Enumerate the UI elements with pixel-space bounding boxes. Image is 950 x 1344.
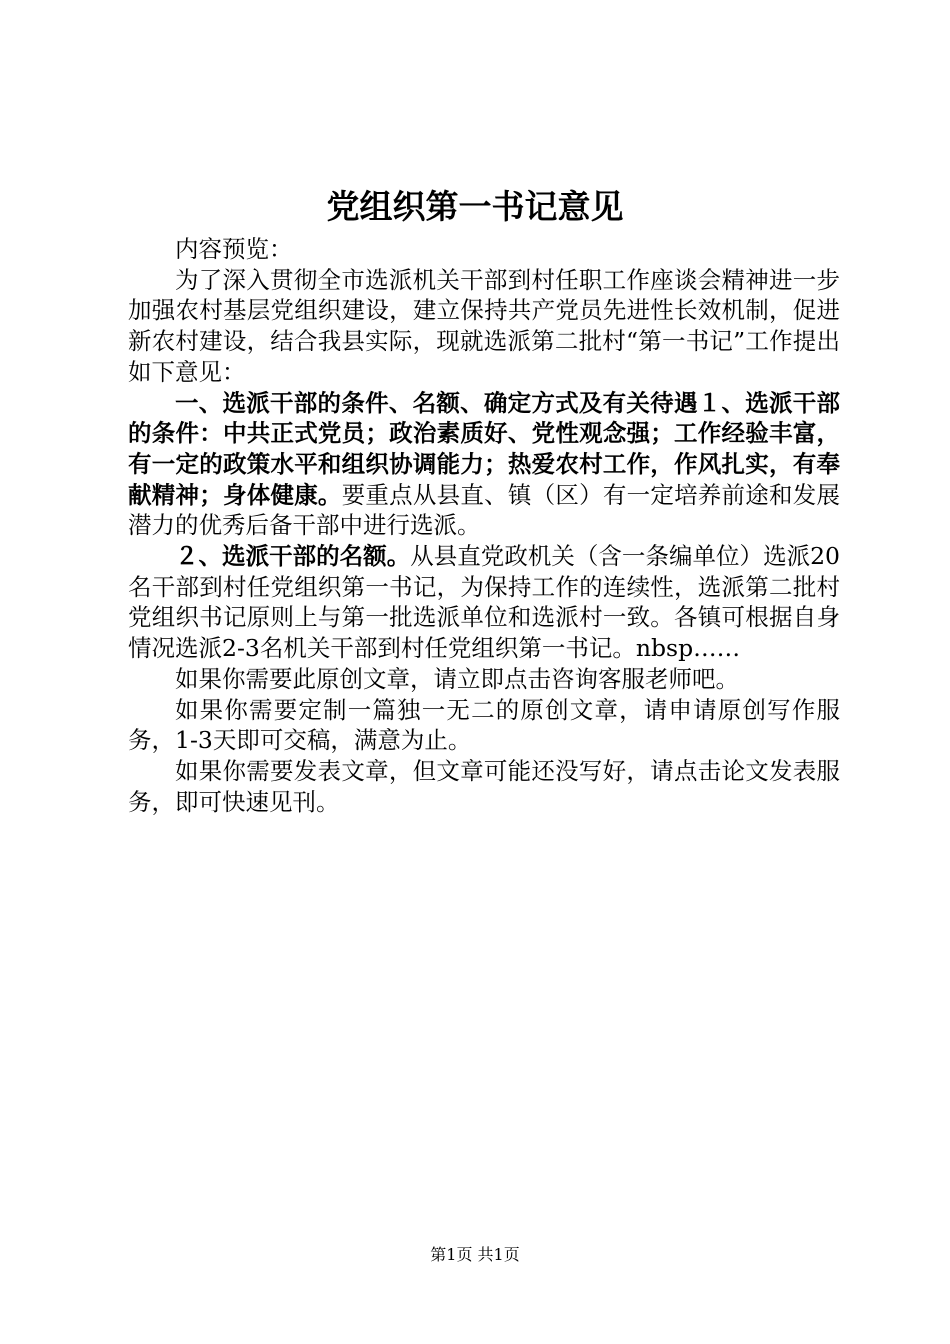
note-custom-writing: 如果你需要定制一篇独一无二的原创文章，请申请原创写作服务，1-3天即可交稿，满意为止。 (128, 695, 840, 755)
document-body (128, 234, 840, 817)
section-1-text: 要重点从县直、镇（区）有一定培养前途和发展潜力的优秀后备干部中进行选派。 (128, 480, 841, 540)
page-number-footer: 第1页 共1页 (430, 1245, 520, 1264)
note-original-article: 如果你需要此原创文章，请立即点击咨询客服老师吧。 (175, 664, 739, 693)
section-1-heading: 一、选派干部的条件、名额、确定方式及有关待遇１、选派干部的条件：中共正式党员；政治素质好、党性观念强；工作经验丰富，有一定的政策水平和组织协调能力；热爱农村工作，作风扎实，有奉献精神；身体健康。 (128, 388, 840, 509)
page-title: 党组织第一书记意见 (326, 187, 624, 226)
note-publishing-service: 如果你需要发表文章，但文章可能还没写好，请点击论文发表服务，即可快速见刊。 (128, 756, 840, 816)
section-2-text: 从县直党政机关（含一条编单位）选派20名干部到村任党组织第一书记，为保持工作的连续性，选派第二批村党组织书记原则上与第一批选派单位和选派村一致。各镇可根据自身情况选派2-3名机关干部到村任党组织第一书记。nbsp…… (128, 542, 841, 663)
intro-paragraph: 为了深入贯彻全市选派机关干部到村任职工作座谈会精神进一步加强农村基层党组织建设，建立保持共产党员先进性长效机制，促进新农村建设，结合我县实际，现就选派第二批村“第一书记”工作提出如下意见： (128, 265, 840, 386)
section-1-paragraph (128, 388, 840, 542)
section-2-heading: ２、选派干部的名额。 (175, 542, 411, 571)
section-2-paragraph (128, 541, 840, 664)
preview-label: 内容预览： (175, 235, 293, 263)
